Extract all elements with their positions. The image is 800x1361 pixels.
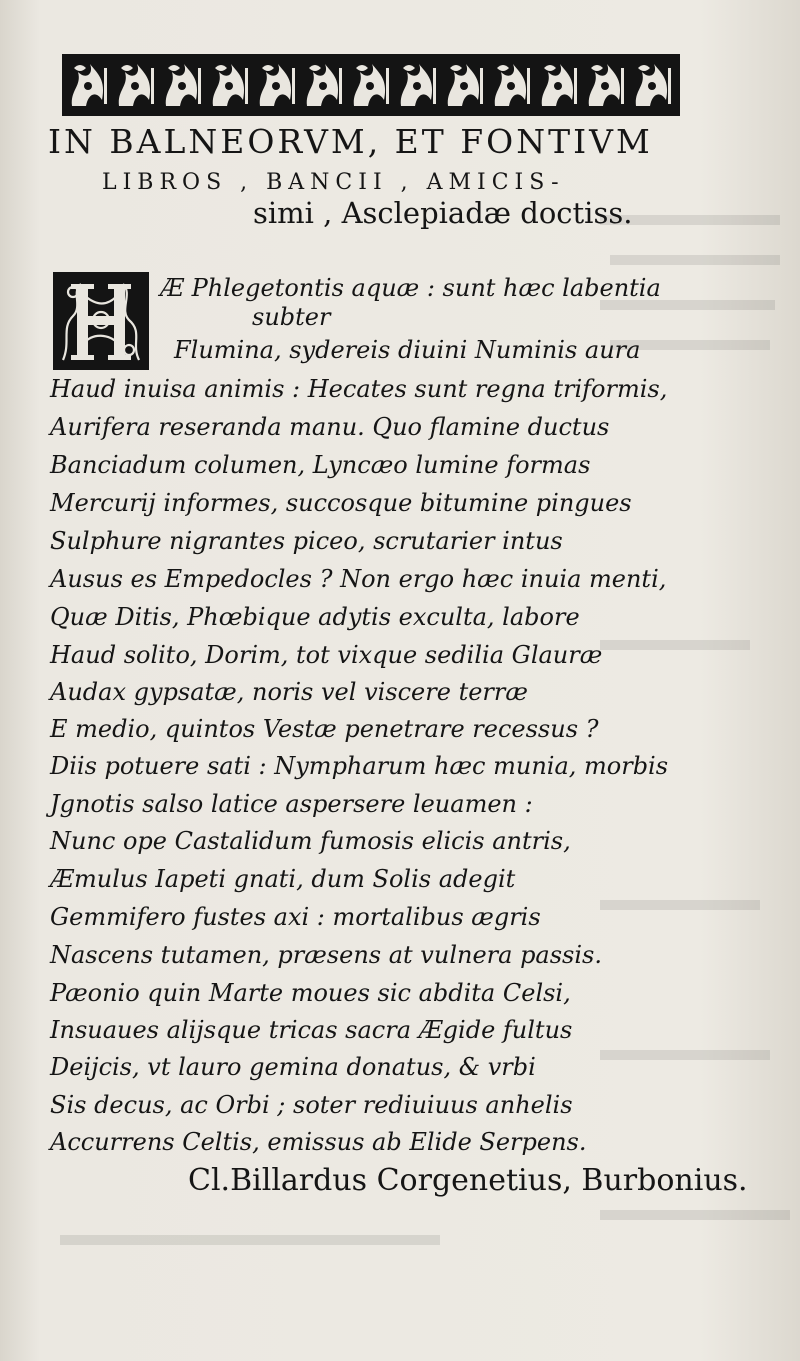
verse-line: Ausus es Empedocles ? Non ergo hæc inuia menti, <box>50 565 667 593</box>
verse-line: Mercurij informes, succosque bitumine pingues <box>50 489 632 517</box>
author-signature: Cl.Billardus Corgenetius, Burbonius. <box>188 1163 748 1198</box>
verse-line: Sis decus, ac Orbi ; soter rediuiuus anhelis <box>50 1091 573 1119</box>
verse-line: Haud inuisa animis : Hecates sunt regna triformis, <box>50 375 668 403</box>
title-line-2: LIBROS , BANCII , AMICIS- <box>102 170 565 195</box>
verse-line: Sulphure nigrantes piceo, scrutarier intus <box>50 527 563 555</box>
verse-line: Æ Phlegetontis aquæ : sunt hæc labentia <box>160 274 661 302</box>
verse-line: Nunc ope Castalidum fumosis elicis antris, <box>50 827 571 855</box>
title-line-1: IN BALNEORVM, ET FONTIVM <box>48 122 653 161</box>
verse-line: Diis potuere sati : Nympharum hæc munia, morbis <box>50 752 669 780</box>
verse-line: Haud solito, Dorim, tot vixque sedilia Glauræ <box>50 641 603 669</box>
verse-line: Audax gypsatæ, noris vel viscere terræ <box>50 678 528 706</box>
verse-line: Accurrens Celtis, emissus ab Elide Serpens. <box>50 1128 587 1156</box>
verse-line: subter <box>252 303 331 331</box>
verse-line: Pæonio quin Marte moues sic abdita Celsi, <box>50 979 571 1007</box>
verse-line: E medio, quintos Vestæ penetrare recessus ? <box>50 715 599 743</box>
verse-line: Flumina, sydereis diuini Numinis aura <box>174 336 641 364</box>
verse-line: Quæ Ditis, Phœbique adytis exculta, labore <box>50 603 580 631</box>
title-line-3: simi , Asclepiadæ doctiss. <box>253 196 633 230</box>
verse-line: Banciadum columen, Lyncæo lumine formas <box>50 451 591 479</box>
verse-line: Aurifera reseranda manu. Quo flamine ductus <box>50 413 610 441</box>
verse-line: Jgnotis salso latice aspersere leuamen : <box>50 790 533 818</box>
verse-line: Nascens tutamen, præsens at vulnera passis. <box>50 941 602 969</box>
verse-line: Insuaues alijsque tricas sacra Ægide fultus <box>50 1016 573 1044</box>
verse-line: Gemmifero fustes axi : mortalibus ægris <box>50 903 541 931</box>
verse-line: Deijcis, vt lauro gemina donatus, & vrbi <box>50 1053 536 1081</box>
verse-line: Æmulus Iapeti gnati, dum Solis adegit <box>50 865 516 893</box>
